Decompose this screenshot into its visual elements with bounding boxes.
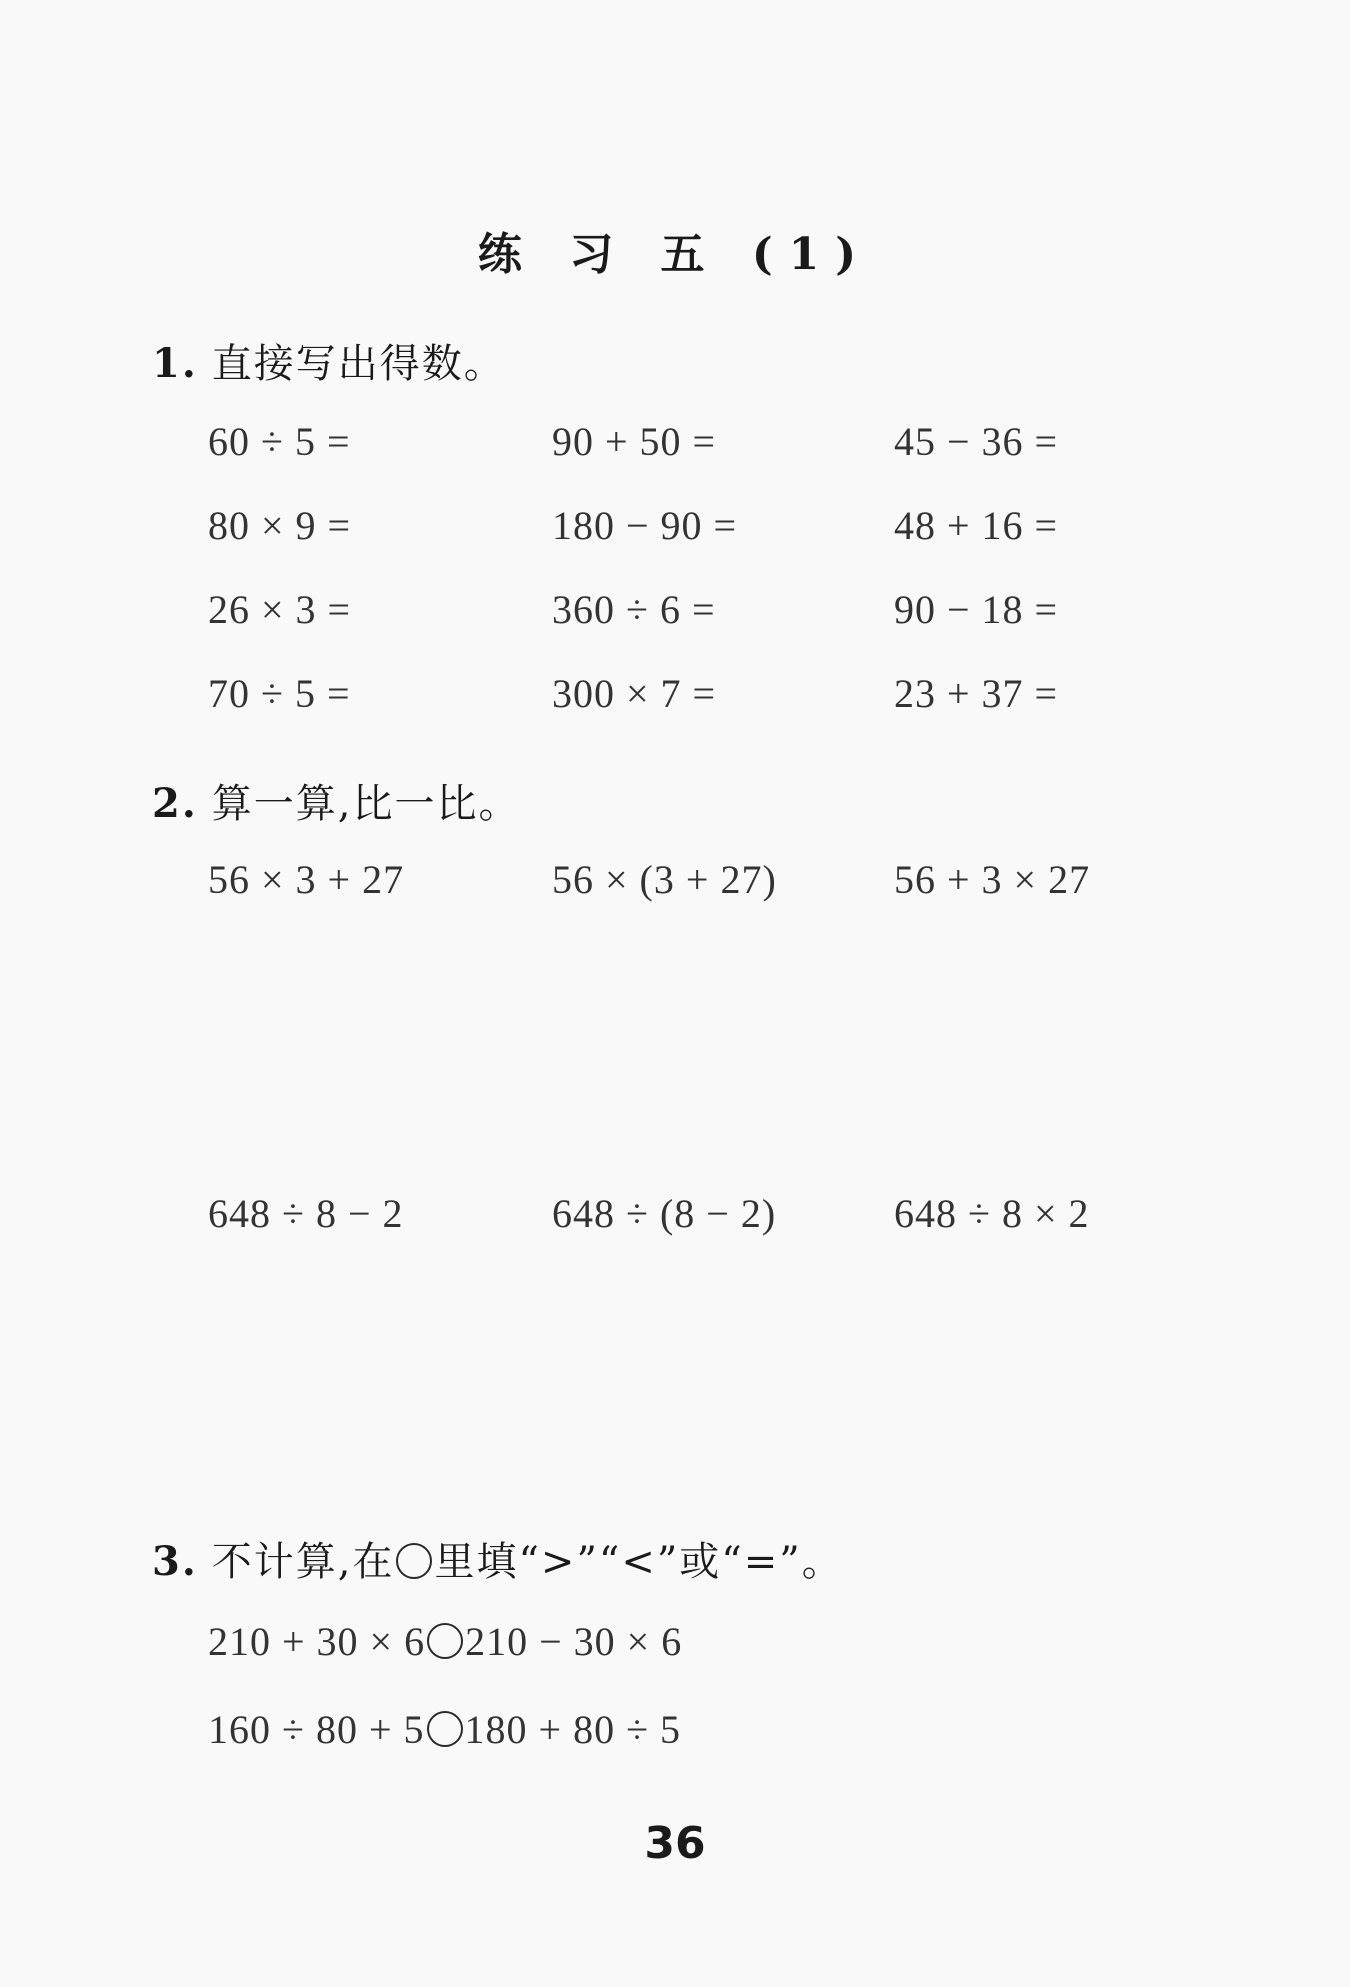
- answer-circle-input[interactable]: [427, 1623, 463, 1659]
- comparison-row: [208, 1706, 681, 1753]
- question-3-number: 3.: [152, 1538, 198, 1585]
- q1-expression: 60 ÷ 5 =: [208, 419, 351, 464]
- q2-expression: 648 ÷ 8 × 2: [894, 1191, 1090, 1236]
- question-2-instruction: 算一算,比一比。: [211, 781, 521, 827]
- q1-expression: 90 + 50 =: [552, 419, 717, 464]
- q1-expression: 70 ÷ 5 =: [208, 671, 351, 716]
- question-2-heading: [152, 772, 520, 829]
- comparison-right: 210 − 30 × 6: [465, 1619, 683, 1664]
- q2-expression: 56 × 3 + 27: [208, 857, 405, 902]
- q2-expression: 648 ÷ (8 − 2): [552, 1191, 777, 1236]
- q2-expression: 56 × (3 + 27): [552, 857, 777, 902]
- question-3-heading: [152, 1530, 844, 1587]
- question-3-instruction-end: 里填“>”“<”或“=”。: [434, 1539, 844, 1585]
- q1-expression: 80 × 9 =: [208, 503, 352, 548]
- answer-circle-input[interactable]: [427, 1711, 463, 1747]
- blank-circle-icon: [396, 1543, 432, 1579]
- q1-expression: 23 + 37 =: [894, 671, 1059, 716]
- question-1-number: 1.: [152, 340, 198, 387]
- q1-expression: 45 − 36 =: [894, 419, 1059, 464]
- comparison-left: 210 + 30 × 6: [208, 1619, 426, 1664]
- question-1-heading: [152, 332, 506, 389]
- q1-expression: 300 × 7 =: [552, 671, 717, 716]
- page-number: 36: [644, 1818, 706, 1869]
- comparison-row: [208, 1618, 682, 1665]
- question-3-instruction-start: 不计算,在: [211, 1539, 395, 1585]
- question-1-instruction: 直接写出得数。: [211, 341, 506, 387]
- comparison-left: 160 ÷ 80 + 5: [208, 1707, 425, 1752]
- q1-expression: 48 + 16 =: [894, 503, 1059, 548]
- q2-expression: 56 + 3 × 27: [894, 857, 1091, 902]
- comparison-right: 180 + 80 ÷ 5: [464, 1707, 682, 1752]
- page-title: 练 习 五 (1): [477, 229, 873, 280]
- q1-expression: 360 ÷ 6 =: [552, 587, 716, 632]
- q1-expression: 180 − 90 =: [552, 503, 738, 548]
- q1-expression: 26 × 3 =: [208, 587, 352, 632]
- q2-expression: 648 ÷ 8 − 2: [208, 1191, 404, 1236]
- q1-expression: 90 − 18 =: [894, 587, 1059, 632]
- question-2-number: 2.: [152, 780, 198, 827]
